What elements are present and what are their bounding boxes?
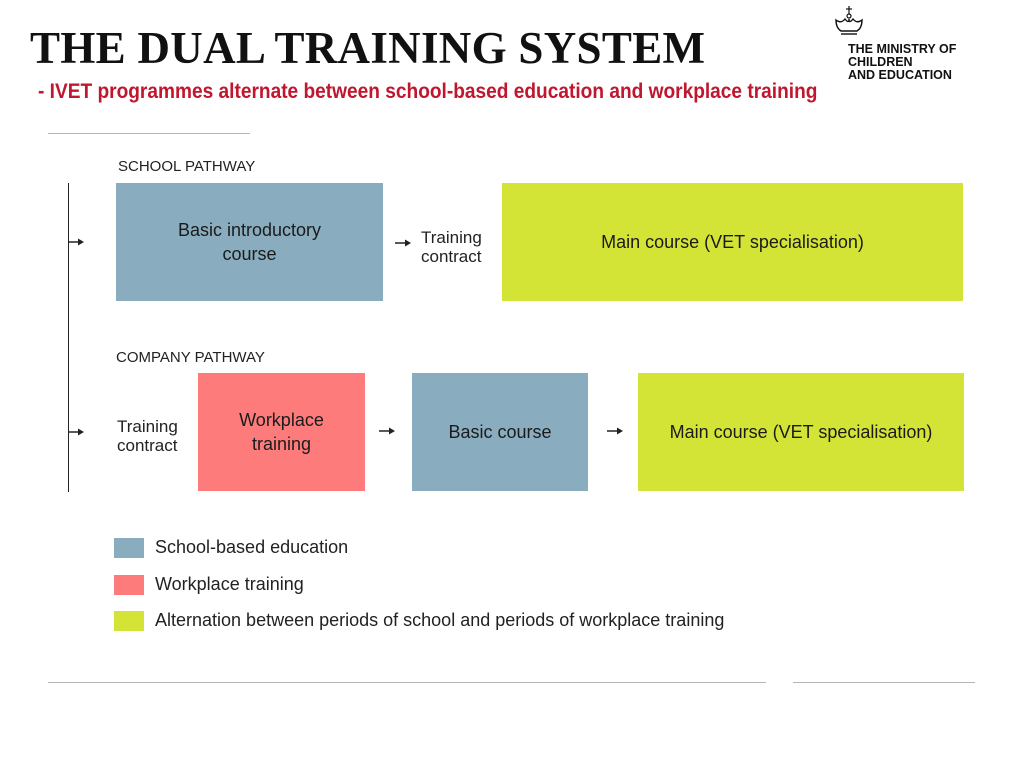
legend-label-school: School-based education xyxy=(155,537,349,557)
basic-introductory-course-label: Basic introductory course xyxy=(177,220,322,264)
logo-text xyxy=(848,43,956,82)
ministry-logo xyxy=(832,5,992,95)
school-pathway-label: SCHOOL PATHWAY xyxy=(118,158,256,175)
crown-icon xyxy=(832,5,872,39)
school-training-contract-label: Training contract xyxy=(421,228,482,266)
arrow-icon xyxy=(66,236,86,248)
logo-line-3: AND EDUCATION xyxy=(848,68,952,82)
company-pathway-label: COMPANY PATHWAY xyxy=(116,349,265,366)
arrow-icon xyxy=(66,426,86,438)
logo-line-1: THE MINISTRY OF xyxy=(848,42,957,56)
arrow-icon xyxy=(377,425,397,437)
legend-swatch-workplace xyxy=(114,575,144,595)
pathway-connector-line xyxy=(68,183,69,492)
legend-swatch-alternation xyxy=(114,611,144,631)
workplace-training-label: Workplace training xyxy=(239,410,324,454)
arrow-icon xyxy=(393,237,413,249)
page-title: THE DUAL TRAINING SYSTEM xyxy=(30,23,706,73)
arrow-icon xyxy=(605,425,625,437)
bottom-divider-left xyxy=(48,682,766,683)
legend-label-alternation: Alternation between periods of school and periods of workplace training xyxy=(155,610,725,630)
school-main-course-label: Main course (VET specialisation) xyxy=(601,232,864,252)
workplace-training-box xyxy=(198,373,365,491)
top-divider xyxy=(48,133,250,134)
company-basic-course-label: Basic course xyxy=(448,422,552,442)
legend-label-workplace: Workplace training xyxy=(155,574,304,594)
page-subtitle: - IVET programmes alternate between school-based education and workplace training xyxy=(38,80,818,103)
company-main-course-label: Main course (VET specialisation) xyxy=(669,422,933,442)
legend-swatch-school xyxy=(114,538,144,558)
logo-line-2: CHILDREN xyxy=(848,55,913,69)
company-main-course-box xyxy=(638,373,964,491)
basic-introductory-course-box xyxy=(116,183,383,301)
school-main-course-box xyxy=(502,183,963,301)
company-training-contract-label: Training contract xyxy=(117,417,178,455)
company-basic-course-box xyxy=(412,373,588,491)
bottom-divider-right xyxy=(793,682,975,683)
